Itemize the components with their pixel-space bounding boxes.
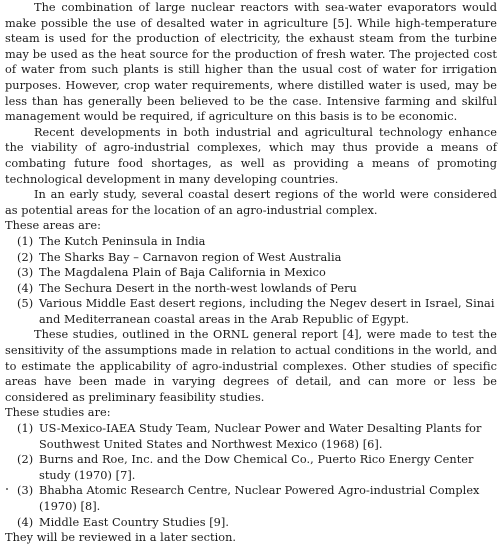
list-item-number: (4) — [17, 515, 34, 529]
area-item — [5, 250, 497, 266]
list-item-text: Middle East Country Studies [9]. — [39, 515, 230, 529]
list-item-text: Burns and Roe, Inc. and the Dow Chemical Co., Puerto Rico Energy Center study (1970) [7]. — [39, 453, 474, 482]
list-item-number: (1) — [17, 422, 34, 436]
list-item-text: US-Mexico-IAEA Study Team, Nuclear Power and Water Desalting Plants for Southwest United States and Northwest Mexico (1968) [6]. — [39, 422, 482, 451]
area-item — [5, 296, 497, 327]
list-item-number: (5) — [17, 297, 34, 311]
study-item — [5, 515, 497, 531]
list-item-number: (3) — [17, 266, 34, 280]
list-item-text: Various Middle East desert regions, including the Negev desert in Israel, Sinai and Mediterranean coastal areas in the Arab Republic of Egypt. — [39, 297, 495, 326]
document-page — [5, 0, 497, 546]
list-item-text: The Sharks Bay – Carnavon region of West Australia — [39, 250, 342, 264]
studies-intro: These studies are: — [5, 406, 111, 420]
list-item-text: The Magdalena Plain of Baja California in Mexico — [39, 266, 326, 280]
area-item — [5, 265, 497, 281]
paragraph-recent-developments: Recent developments in both industrial and agricultural technology enhance the viability of agro-industrial complexes, which may thus provide a means of combating future food shortages, as well as providing a means of promoting technological development in many developing countries. — [5, 125, 497, 186]
areas-intro: These areas are: — [5, 219, 101, 233]
study-item — [5, 483, 497, 514]
list-item-number: (4) — [17, 281, 34, 295]
study-item — [5, 421, 497, 452]
list-item-text: The Kutch Peninsula in India — [39, 234, 206, 248]
list-item-text: Bhabha Atomic Research Centre, Nuclear Powered Agro-industrial Complex (1970) [8]. — [39, 484, 480, 513]
list-item-number: (2) — [17, 453, 34, 467]
list-item-text: The Sechura Desert in the north-west lowlands of Peru — [39, 281, 357, 295]
studies-list — [5, 421, 497, 530]
closing-sentence: They will be reviewed in a later section. — [5, 531, 237, 545]
paragraph-desalted-water: The combination of large nuclear reactors with sea-water evaporators would make possible the use of desalted water in agriculture [5]. While high-temperature steam is used for the production of electricity, the exhaust steam from the turbine may be used as the heat source for the production of fresh water. The projected cost of water from such plants is still higher than the usual cost of water for irrigation purposes. However, crop water requirements, where distilled water is used, may be less than has generally been believed to be the case. Intensive farming and skilful management would be required, if agriculture on this basis is to be economic. — [5, 1, 497, 124]
scan-speck — [6, 488, 8, 490]
paragraph-early-study: In an early study, several coastal desert regions of the world were considered as potential areas for the location of an agro-industrial complex. — [5, 188, 497, 217]
list-item-number: (1) — [17, 234, 34, 248]
paragraph-ornl-report: These studies, outlined in the ORNL general report [4], were made to test the sensitivity of the assumptions made in relation to actual conditions in the world, and to estimate the applicability of agro-industrial complexes. Other studies of specific areas have been made in varying degrees of detail, and can more or less be considered as preliminary feasibility studies. — [5, 328, 497, 404]
area-item — [5, 234, 497, 250]
list-item-number: (3) — [17, 484, 34, 498]
areas-list — [5, 234, 497, 328]
list-item-number: (2) — [17, 250, 34, 264]
area-item — [5, 281, 497, 297]
study-item — [5, 452, 497, 483]
